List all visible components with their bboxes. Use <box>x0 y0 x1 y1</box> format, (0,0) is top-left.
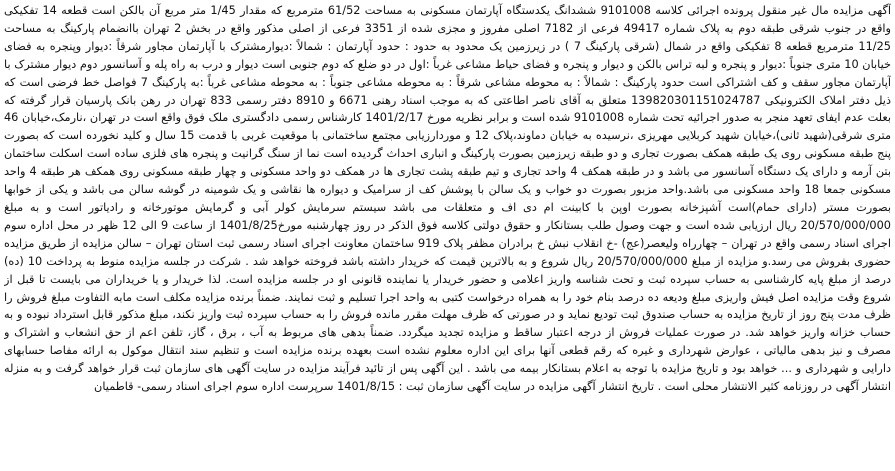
auction-notice-text: آگهی مزایده مال غیر منقول پرونده اجرائی کلاسه 9101008 ششدانگ یکدستگاه آپارتمان مسکونی به مساحت 61/52 مترمربع که مقدار 1/45 متر مربع آن بالکن است قطعه 14 تفکیکی واقع در جنوب شرقی طبقه دوم به پلاک شماره 49417 فرعی از 7182 اصلی مفروز و مجزی شده از 3351 فرعی از اصلی مذکور واقع در بخش 2 تهران باانضمام پارکینگ به مساحت 11/25 مترمربع قطعه 8 تفکیکی واقع در شمال (شرقی پارکینگ 7 ) در زیرزمین یک محدود به حدود : حدود آپارتمان : شمالاً :دیوارمشترک با آپارتمان مجاور شرقاً :دیوار وپنجره به فضای خیابان 10 متری جنوباً :دیوار و پنجره و لبه تراس بالکن و دیوار و پنجره و فضای حیاط مشاعی غرباً :اول در دو ضلع که دوم جنوبی است دیوار و درب به راه پله و آسانسور دوم دیوار مشترک با آپارتمان مجاور سقف و کف اشتراکی است حدود پارکینگ : شمالاً : به محوطه مشاعی شرقاً : به محوطه مشاعی جنوباً : به محوطه مشاعی غرباً :به پارکینگ 7 فواصل خط فرضی است که ذیل دفتر املاک الکترونیکی 139820301151024787 متعلق به آقای ناصر اطاعتی که به موجب اسناد رهنی 6671 و 8910 دفتر رسمی 833 تهران در رهن بانک پارسیان قرار گرفته که بعلت عدم ایفای تعهد منجر به صدور اجرائیه تحت شماره 9101008 شده است و برابر نظریه مورخ 1401/2/17 کارشناس رسمی دادگستری ملک فوق واقع است در تهران ،نارمک،خیابان 46 متری شرقی(شهید ثانی)،خیابان شهید کربلایی مهریزی ،نرسیده به خیابان دماوند،پلاک 12 و موردارزیابی مجتمع ساختمانی با موقعیت غربی با قدمت 15 سال و کلید نخورده است که بصورت پنج طبقه مسکونی روی یک طبقه همکف بصورت تجاری و دو طبقه زیرزمین بصورت پارکینگ و انباری احداث گردیده است نما از سنگ گرانیت و پنجره های فلزی ساده است اسکلت ساختمان بتن آرمه و دارای یک دستگاه آسانسور می باشد و در طبقه همکف 4 واحد تجاری و تیم طبقه پشت تجاری ها در همکف دو واحد مسکونی و چهار طبقه مسکونی روی همکف هر طبقه 4 واحد مسکونی جمعا 18 واحد مسکونی می باشد.واحد مزبور بصورت دو خواب و یک سالن با پوشش کف از سرامیک و دیواره ها نقاشی و یک شومینه در گوشه سالن می باشد و یکی از خوابها بصورت مستر (دارای حمام)است آشپزخانه بصورت اوپن با کابینت ام دی اف و متعلقات می باشد سیستم سرمایش کولر آبی و گرمایش موتورخانه و رادیاتور است و به مبلغ 20/570/000/000 ریال ارزیابی شده است و جهت وصول طلب بستانکار و حقوق دولتی کلاسه فوق الذکر در روز چهارشنبه مورخ1401/8/25 از ساعت 9 الی 12 ظهر در محل اداره سوم اجرای اسناد رسمی واقع در تهران – چهارراه ولیعصر(عج) -خ انقلاب نبش خ برادران مظفر پلاک 919 ساختمان معاونت اجرای اسناد رسمی ثبت استان تهران – سالن مزایده از طریق مزایده حضوری بفروش می رسد.و مزایده از مبلغ 20/570/000/000 ریال شروع و به بالاترین قیمت که خریدار داشته باشد فروخته خواهد شد . شرکت در جلسه مزایده منوط به پرداخت 10 (ده) درصد از مبلغ پایه کارشناسی به حساب سپرده ثبت و تحت شناسه واریز اعلامی و حضور خریدار یا نماینده قانونی او در جلسه مزایده است. لذا خریدار و یا خریداران می بایست تا قبل از شروع وقت مزایده اصل فیش واریزی مبلغ ودیعه ده درصد بنام خود را به همراه درخواست کتبی به واحد اجرا تسلیم و ثبت نمایند. ضمناً برنده مزایده مکلف است مابه التفاوت مبلغ فروش را ظرف مدت پنج روز از تاریخ مزایده به حساب صندوق ثبت تودیع نماید و در صورتی که ظرف مهلت مقرر مانده فروش را به حساب سپرده ثبت واریز نکند، مبلغ مذکور قابل استرداد نبوده و به حساب خزانه واریز خواهد شد. در صورت عملیات فروش از درجه اعتبار ساقط و مزایده تجدید میگردد. ضمناً بدهی های مربوط به آب ، برق ، گاز، تلفن اعم از حق انشعاب و اشتراک و مصرف و نیز بدهی مالیاتی ، عوارض شهرداری و غیره که رقم قطعی آنها برای این اداره معلوم نشده است بعهده برنده مزایده است و تنظیم سند انتقال موکول به ارائه مفاصا حسابهای دارایی و شهرداری و ... خواهد بود و تاریخ مزایده با توجه به اعلام بستانکار بیمه می باشد . این آگهی پس از تائید فرآیند مزایده در سایت آگهی های سازمان ثبت قرار خواهد گرفت و به منزله انتشار آگهی در روزنامه کثیر الانتشار محلی است . تاریخ انتشار آگهی مزایده در سایت آگهی سازمان ثبت : 1401/8/15 سرپرست اداره سوم اجرای اسناد رسمی- قاطمیان <box>4 4 891 394</box>
auction-notice-document <box>4 2 891 469</box>
